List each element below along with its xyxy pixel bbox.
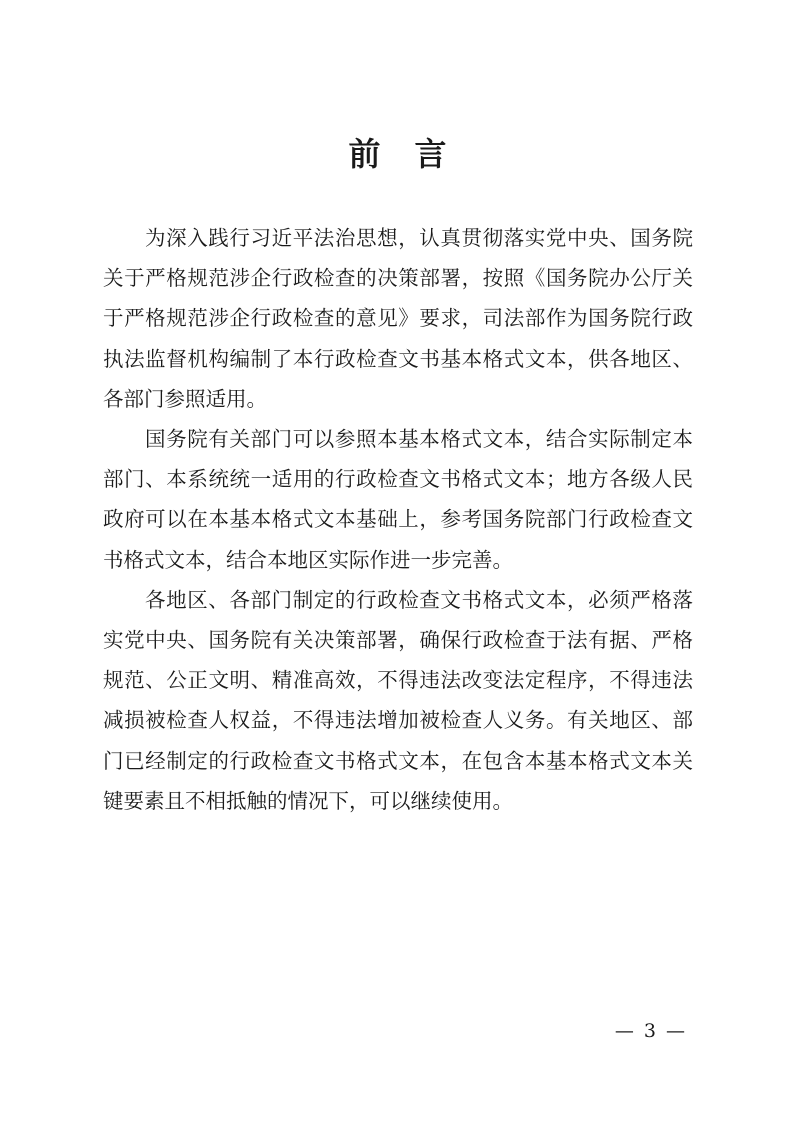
paragraph-2: 国务院有关部门可以参照本基本格式文本，结合实际制定本部门、本系统统一适用的行政检查文书格式文本；地方各级人民政府可以在本基本格式文本基础上，参考国务院部门行政检查文书格式文本，结合本地区实际作进一步完善。	[103, 427, 693, 572]
paragraph-1: 为深入践行习近平法治思想，认真贯彻落实党中央、国务院关于严格规范涉企行政检查的决策部署，按照《国务院办公厅关于严格规范涉企行政检查的意见》要求，司法部作为国务院行政执法监督机构编制了本行政检查文书基本格式文本，供各地区、各部门参照适用。	[103, 226, 693, 411]
paragraph-3: 各地区、各部门制定的行政检查文书格式文本，必须严格落实党中央、国务院有关决策部署，确保行政检查于法有据、严格规范、公正文明、精准高效，不得违法改变法定程序，不得违法减损被检查人权益，不得违法增加被检查人义务。有关地区、部门已经制定的行政检查文书格式文本，在包含本基本格式文本关键要素且不相抵触的情况下，可以继续使用。	[103, 587, 693, 813]
document-body	[103, 218, 693, 821]
page-number: — 3 —	[614, 1020, 687, 1042]
page-title: 前言	[348, 135, 481, 173]
